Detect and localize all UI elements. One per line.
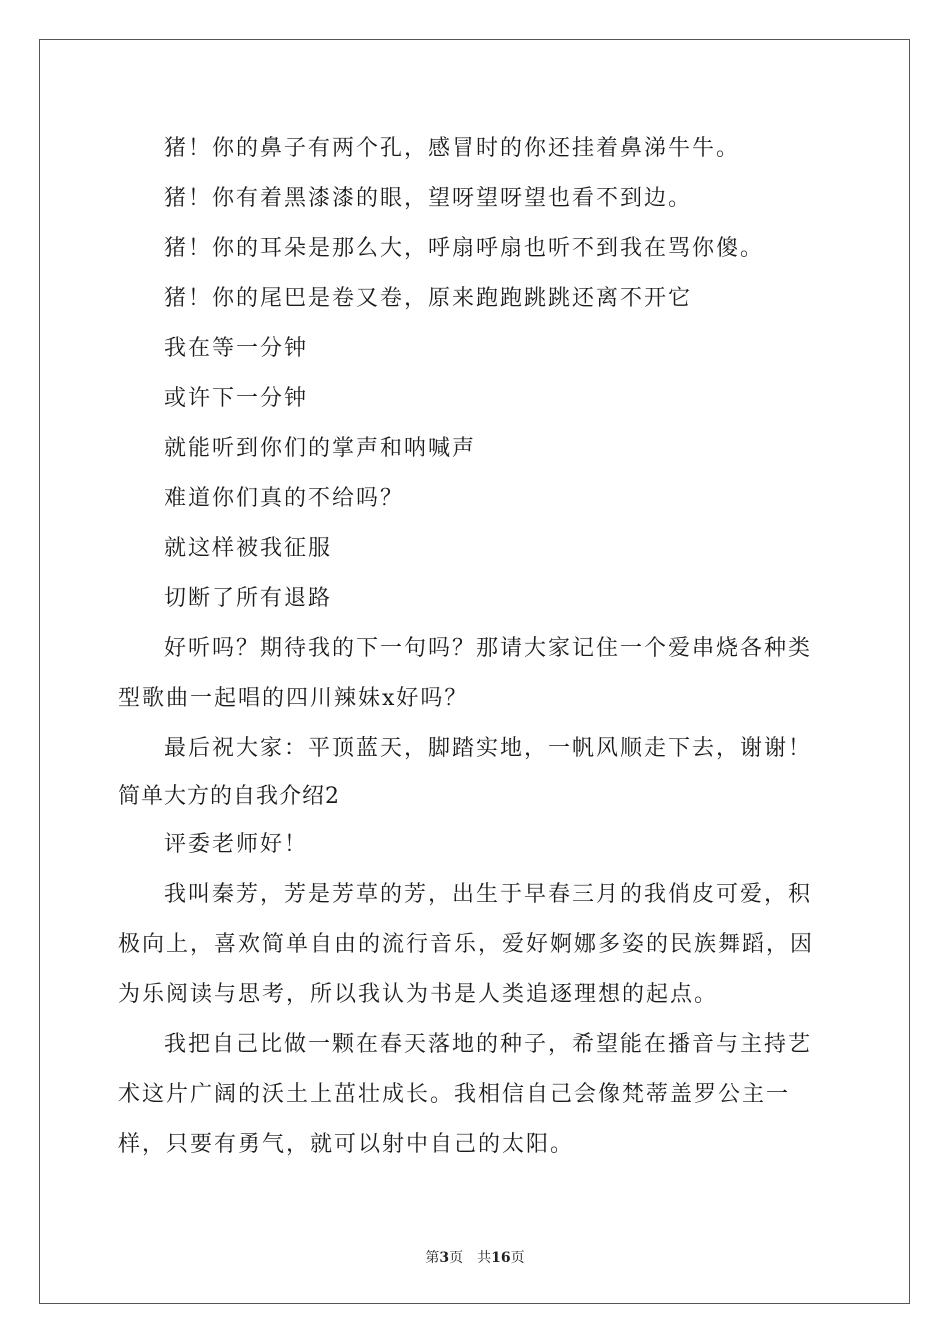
page-prefix: 第 [425, 1250, 440, 1266]
total-pages-number: 16 [491, 1250, 511, 1266]
paragraph: 我把自己比做一颗在春天落地的种子，希望能在播音与主持艺术这片广阔的沃土上茁壮成长。我相信自己会像梵蒂盖罗公主一样，只要有勇气，就可以射中自己的太阳。 [118, 1032, 813, 1157]
paragraph: 或许下一分钟 [164, 386, 309, 411]
paragraph: 猪！你有着黑漆漆的眼，望呀望呀望也看不到边。 [164, 186, 693, 211]
paragraph: 难道你们真的不给吗？ [164, 486, 405, 511]
page-suffix: 页 [449, 1250, 464, 1266]
paragraph: 猪！你的耳朵是那么大，呼扇呼扇也听不到我在骂你傻。 [164, 236, 765, 261]
document-body [118, 124, 834, 1170]
paragraph: 最后祝大家：平顶蓝天，脚踏实地，一帆风顺走下去，谢谢！ [164, 736, 813, 761]
section-heading: 简单大方的自我介绍2 [118, 784, 340, 809]
paragraph: 切断了所有退路 [164, 586, 333, 611]
paragraph: 就这样被我征服 [164, 536, 333, 561]
paragraph: 猪！你的尾巴是卷又卷，原来跑跑跳跳还离不开它 [164, 286, 693, 311]
paragraph: 我在等一分钟 [164, 336, 309, 361]
paragraph: 我叫秦芳，芳是芳草的芳，出生于早春三月的我俏皮可爱，积极向上，喜欢简单自由的流行音乐，爱好婀娜多姿的民族舞蹈，因为乐阅读与思考，所以我认为书是人类追逐理想的起点。 [118, 882, 815, 1007]
paragraph: 评委老师好！ [164, 832, 309, 857]
total-prefix: 共 [477, 1250, 492, 1266]
paragraph: 好听吗？期待我的下一句吗？那请大家记住一个爱串烧各种类型歌曲一起唱的四川辣妹x好吗？ [118, 636, 813, 711]
paragraph: 就能听到你们的掌声和呐喊声 [164, 436, 477, 461]
current-page-number: 3 [439, 1250, 450, 1266]
paragraph: 猪！你的鼻子有两个孔，感冒时的你还挂着鼻涕牛牛。 [164, 136, 741, 161]
total-suffix: 页 [510, 1250, 525, 1266]
page-footer [0, 1247, 950, 1267]
